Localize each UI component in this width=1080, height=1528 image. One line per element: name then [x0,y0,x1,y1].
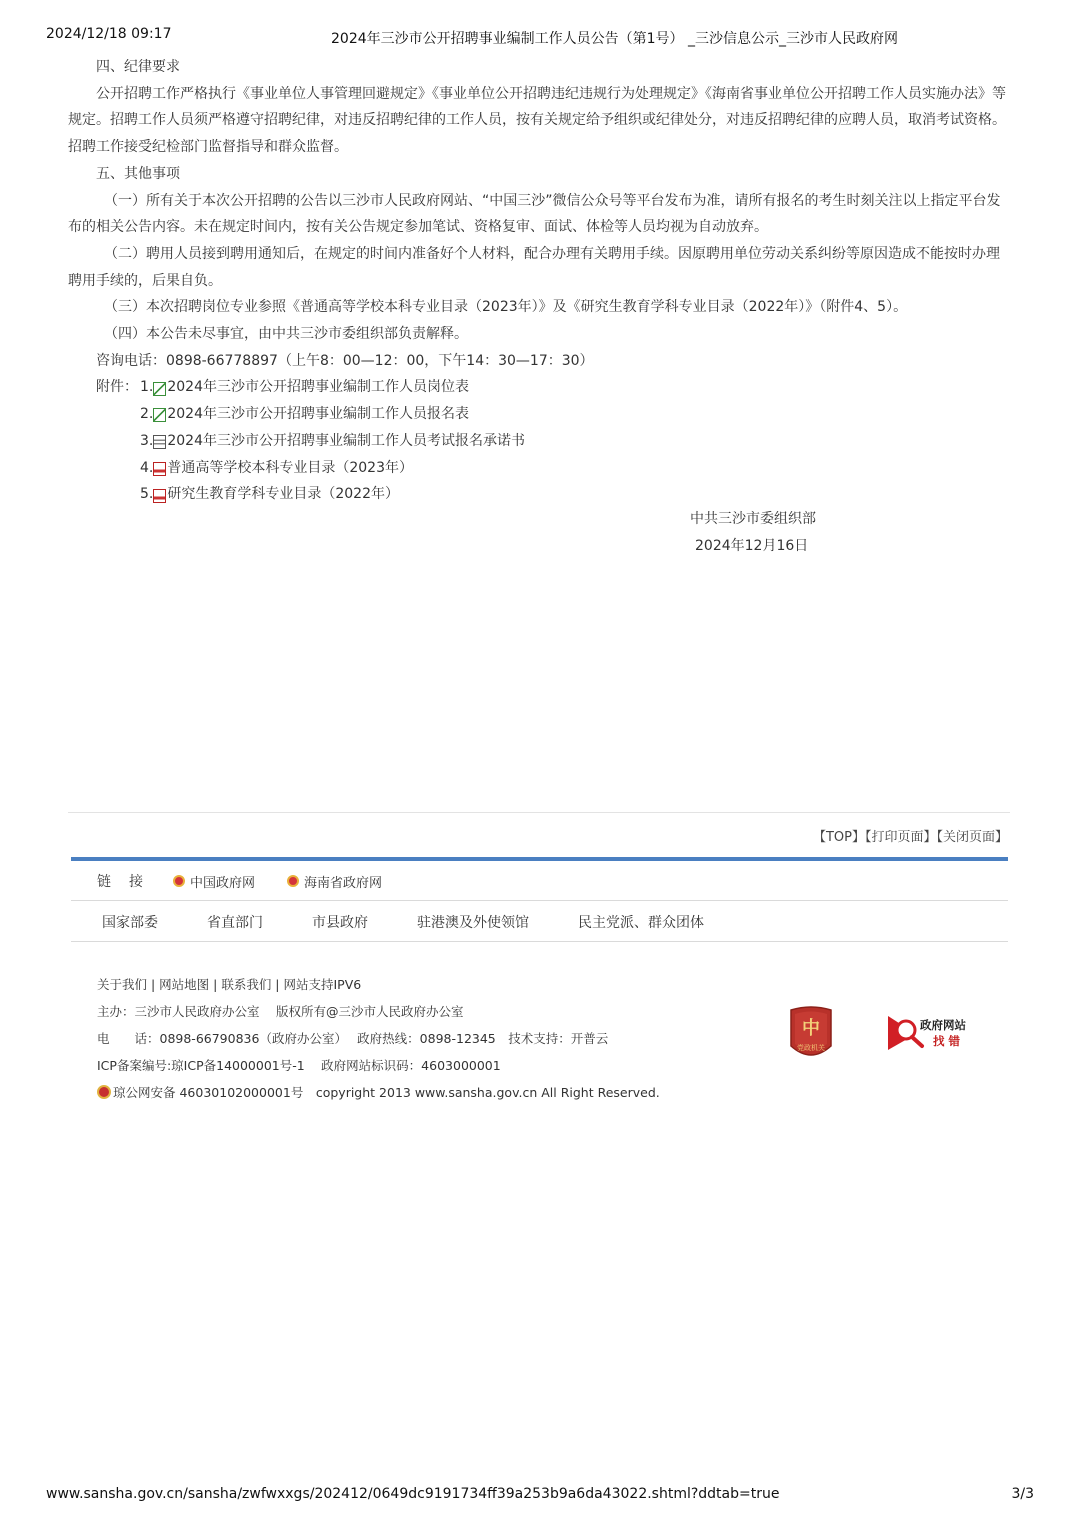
police-record-line [97,1079,660,1106]
link-label: 海南省政府网 [304,875,383,891]
contact-phone: 咨询电话：0898-66778897（上午8：00—12：00，下午14：30—17：30） [96,352,594,369]
signature-date: 2024年12月16日 [695,538,809,554]
attachments-label: 附件： [96,379,138,396]
section5-item3: （三）本次招聘岗位专业参照《普通高等学校本科专业目录（2023年）》及《研究生教育学科专业目录（2022年）》（附件4、5）。 [104,299,908,316]
attachment-item[interactable] [68,428,1010,455]
link-hainan-gov[interactable] [287,872,382,891]
svg-text:中: 中 [802,1018,820,1039]
print-datetime: 2024/12/18 09:17 [46,26,172,42]
content-divider [68,812,1010,813]
gov-error-line1: 政府网站 [920,1018,966,1032]
attachment-link[interactable]: 2024年三沙市公开招聘事业编制工作人员报名表 [167,406,469,423]
excel-file-icon [153,382,166,396]
police-badge-icon [97,1085,111,1099]
footer-nav [102,912,753,932]
section4-paragraph: 公开招聘工作严格执行《事业单位人事管理回避规定》《事业单位公开招聘违纪违规行为处理规定》《海南省事业单位公开招聘工作人员实施办法》等规定。招聘工作人员须严格遵守招聘纪律，对违反招聘纪律的工作人员，按有关规定给予组织或纪律处分，对违反招聘纪律的应聘人员，取消考试资格。招聘工作接受纪检部门监督指导和群众监督。 [68,85,1006,156]
attachment-link[interactable]: 2024年三沙市公开招聘事业编制工作人员岗位表 [167,379,469,396]
link-china-gov[interactable] [173,872,255,891]
page-tools [813,826,1008,845]
national-emblem-icon [287,875,299,887]
attachment-number: 1. [140,379,154,396]
attachment-number: 3. [140,432,154,449]
print-page-number: 3/3 [1011,1486,1034,1502]
attachment-link[interactable]: 2024年三沙市公开招聘事业编制工作人员考试报名承诺书 [167,432,525,449]
link-label: 中国政府网 [190,875,256,891]
party-government-badge[interactable] [787,1006,835,1062]
print-page-title: 2024年三沙市公开招聘事业编制工作人员公告（第1号） _三沙信息公示_三沙市人民政府网 [331,31,898,47]
attachment-link[interactable]: 研究生教育学科专业目录（2022年） [167,486,399,503]
top-link[interactable]: 【TOP】 [812,830,865,845]
nav-hk-macao-consulates[interactable]: 驻港澳及外使领馆 [417,915,529,931]
print-header [46,26,1034,46]
excel-file-icon [153,408,166,422]
section4-heading: 四、纪律要求 [96,59,180,75]
article-body [68,54,1010,554]
attachment-link[interactable]: 普通高等学校本科专业目录（2023年） [167,459,413,476]
pdf-file-icon [153,489,166,503]
print-page-link[interactable]: 【打印页面】 [864,830,937,845]
friend-links [97,870,414,892]
nav-city-county-gov[interactable]: 市县政府 [312,915,368,931]
sponsor-info: 主办：三沙市人民政府办公室 版权所有@三沙市人民政府办公室 [97,1004,464,1019]
footer-accent-bar [71,857,1008,861]
links-divider [71,900,1008,901]
copyright: copyright 2013 www.sansha.gov.cn All Right Reserved. [315,1085,660,1100]
word-file-icon [153,435,166,449]
phone-info: 电 话：0898-66790836（政府办公室） 政府热线：0898-12345 技术支持：开普云 [97,1031,609,1046]
section5-item1: （一）所有关于本次公开招聘的公告以三沙市人民政府网站、“中国三沙”微信公众号等平台发布为准，请所有报名的考生时刻关注以上指定平台发布的相关公告内容。未在规定时间内，按有关公告规定参加笔试、资格复审、面试、体检等人员均视为自动放弃。 [68,192,1001,236]
nav-national-ministries[interactable]: 国家部委 [102,915,158,931]
attachment-number: 4. [140,459,154,476]
section5-heading: 五、其他事项 [96,165,180,182]
nav-democratic-parties[interactable]: 民主党派、群众团体 [578,915,704,931]
section5-item2: （二）聘用人员接到聘用通知后，在规定的时间内准备好个人材料，配合办理有关聘用手续。因原聘用单位劳动关系纠纷等原因造成不能按时办理聘用手续的，后果自负。 [68,245,1000,289]
nav-provincial-departments[interactable]: 省直部门 [207,915,263,931]
gov-website-error-report[interactable] [886,1012,980,1054]
print-url: www.sansha.gov.cn/sansha/zwfwxxgs/202412/0649dc9191734ff39a253b9a6da43022.shtml?ddtab=true [46,1486,780,1502]
attachment-item[interactable] [68,401,1010,428]
about-links[interactable]: 关于我们 | 网站地图 | 联系我们 | 网站支持IPV6 [97,977,362,992]
attachment-item[interactable] [68,481,1010,508]
signature-org: 中共三沙市委组织部 [690,511,816,527]
party-badge-text: 党政机关 [797,1044,825,1052]
gov-error-line2: 找 错 [933,1034,961,1048]
police-record[interactable]: 琼公网安备 46030102000001号 [113,1085,304,1100]
section5-item4: （四）本公告未尽事宜，由中共三沙市委组织部负责解释。 [104,326,468,343]
pdf-file-icon [153,462,166,476]
national-emblem-icon [173,875,185,887]
nav-divider [71,941,1008,942]
footer-info [97,971,660,1106]
attachment-item[interactable] [68,374,1010,401]
attachment-item[interactable] [68,455,1010,482]
close-page-link[interactable]: 【关闭页面】 [936,830,1008,845]
links-label: 链接 [97,874,161,890]
icp-info[interactable]: ICP备案编号:琼ICP备14000001号-1 政府网站标识码：4603000001 [97,1058,501,1073]
attachment-number: 5. [140,486,154,503]
attachment-number: 2. [140,406,154,423]
